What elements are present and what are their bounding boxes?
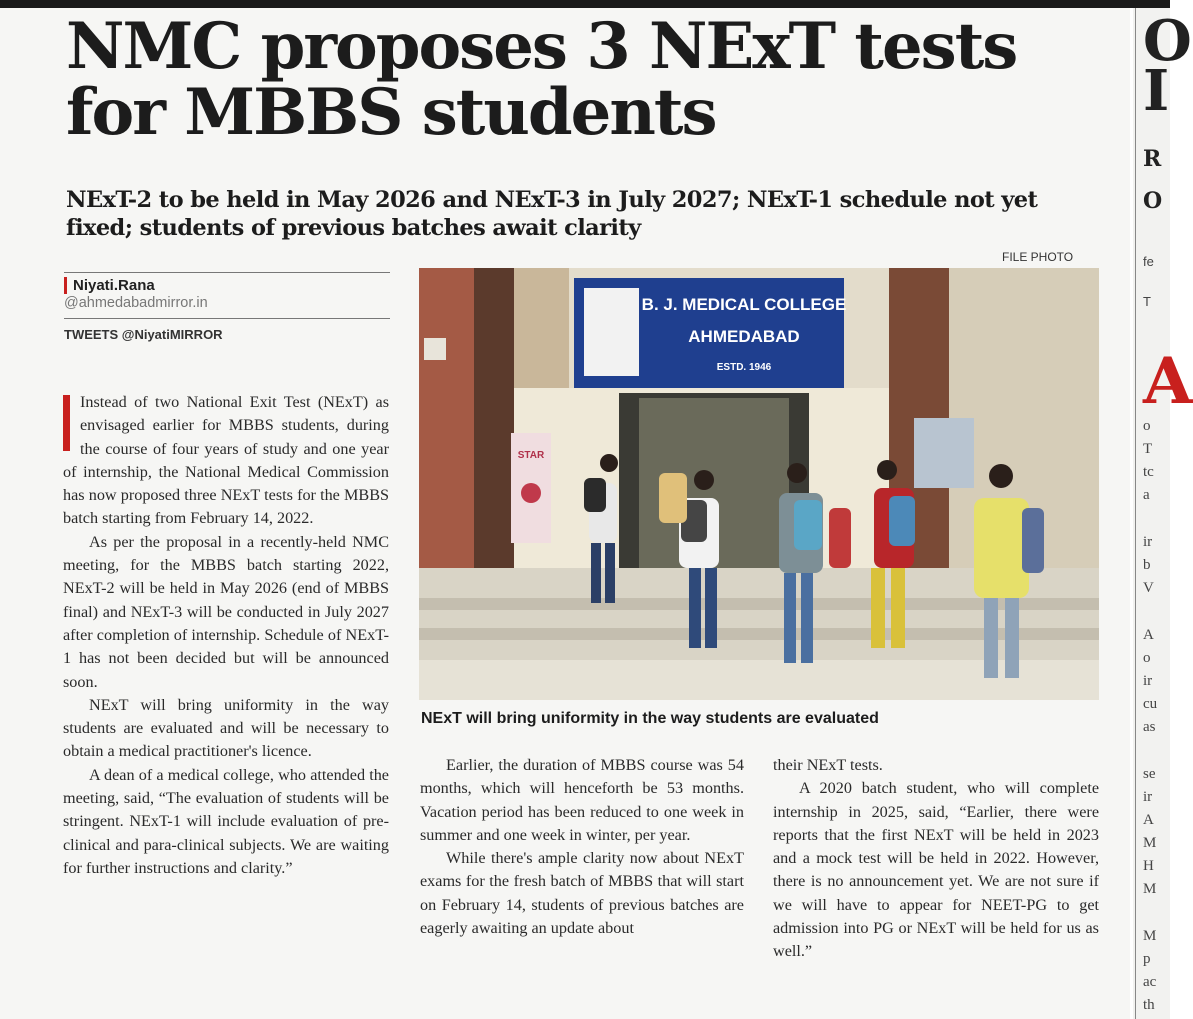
adjacent-fragment: O (1143, 188, 1163, 214)
byline-rule (64, 318, 390, 319)
college-entrance-illustration (419, 268, 1099, 700)
adjacent-fragment: a (1143, 487, 1150, 503)
adjacent-fragment: I (1143, 58, 1170, 124)
article-column-1 (63, 391, 389, 880)
article-paragraph: As per the proposal in a recently-held NMC meeting, for the MBBS batch starting 2022, NExT-2 will be held in May 2026 (end of MBBS final) and NExT-3 will be conducted in July 2027 after completion of internship. Schedule of NExT-1 has not been decided but will be announced soon. (63, 532, 389, 691)
adjacent-fragment: ir (1143, 534, 1153, 550)
author-tweets: TWEETS @NiyatiMIRROR (64, 327, 223, 342)
adjacent-fragment: o (1143, 650, 1151, 666)
article-paragraph: Instead of two National Exit Test (NExT) as envisaged earlier for MBBS students, during the course of four years of study and one year of internship, the National Medical Commission has now proposed three NExT tests for the MBBS batch starting from February 14, 2022. (63, 393, 389, 528)
adjacent-fragment: b (1143, 557, 1151, 573)
adjacent-fragment: T (1143, 441, 1153, 457)
headline: NMC proposes 3 NExT tests for MBBS students (66, 9, 1017, 150)
adjacent-fragment: H (1143, 858, 1154, 874)
adjacent-fragment: th (1143, 997, 1155, 1013)
adjacent-fragment: se (1143, 766, 1156, 782)
adjacent-fragment: O (1143, 8, 1192, 74)
adjacent-fragment: M (1143, 928, 1157, 944)
adjacent-fragment: A (1143, 812, 1154, 828)
author-handle: @ahmedabadmirror.in (64, 295, 208, 311)
column-divider (1135, 8, 1136, 1019)
article-paragraph: While there's ample clarity now about NExT exams for the fresh batch of MBBS that will start on February 14, students of previous batches are eagerly awaiting an update about (420, 849, 744, 938)
adjacent-fragment: M (1143, 881, 1157, 897)
adjacent-fragment: A (1143, 627, 1154, 643)
author-name: Niyati.Rana (64, 277, 390, 294)
poster-text: STAR (517, 450, 545, 461)
byline (64, 272, 390, 342)
sign-college-name: B. J. MEDICAL COLLEGE (641, 295, 847, 314)
photo-caption: NExT will bring uniformity in the way students are evaluated (421, 710, 879, 727)
adjacent-fragment: ac (1143, 974, 1157, 990)
adjacent-fragment: ir (1143, 789, 1153, 805)
top-border (0, 0, 1170, 8)
article-column-2 (420, 754, 744, 940)
adjacent-fragment: R (1143, 146, 1162, 172)
adjacent-fragment: M (1143, 835, 1157, 851)
adjacent-fragment: cu (1143, 696, 1158, 712)
article-paragraph: A dean of a medical college, who attended the meeting, said, “The evaluation of students will be stringent. NExT-1 will include evaluation of pre-clinical and para-clinical subjects. We are waiting for further instructions and clarity.” (63, 765, 389, 877)
adjacent-fragment: A (1143, 344, 1193, 419)
article-photo (419, 268, 1099, 700)
adjacent-fragment: tc (1143, 464, 1154, 480)
sign-city: AHMEDABAD (688, 327, 800, 346)
article-paragraph: NExT will bring uniformity in the way students are evaluated and will be necessary to obtain a medical practitioner's licence. (63, 695, 389, 761)
drop-cap-bar (63, 395, 70, 451)
article-column-3 (773, 754, 1099, 964)
adjacent-fragment: as (1143, 719, 1156, 735)
sign-established: ESTD. 1946 (716, 362, 772, 373)
article-paragraph: their NExT tests. (773, 756, 883, 774)
adjacent-fragment: T (1143, 294, 1151, 309)
adjacent-fragment: o (1143, 418, 1151, 434)
adjacent-fragment: p (1143, 951, 1151, 967)
article-paragraph: A 2020 batch student, who will complete internship in 2025, said, “Earlier, there were reports that the first NExT will be held in 2023 and a mock test will be held in 2022. However, there is no announcement yet. We are not sure if we will have to appear for NEET-PG to get admission into PG or NExT will be held for us as well.” (773, 779, 1099, 961)
adjacent-fragment: V (1143, 580, 1154, 596)
subheadline: NExT-2 to be held in May 2026 and NExT-3 in July 2027; NExT-1 schedule not yet fixed; students of previous batches await clarity (66, 187, 1038, 241)
adjacent-fragment: fe (1143, 254, 1154, 269)
adjacent-article-strip (1133, 8, 1193, 1019)
photo-credit: FILE PHOTO (1002, 250, 1074, 264)
article-paragraph: Earlier, the duration of MBBS course was 54 months, which will henceforth be 53 months. Vacation period has been reduced to one week in summer and one week in winter, per year. (420, 756, 744, 844)
adjacent-fragment: ir (1143, 673, 1153, 689)
byline-rule (64, 272, 390, 273)
